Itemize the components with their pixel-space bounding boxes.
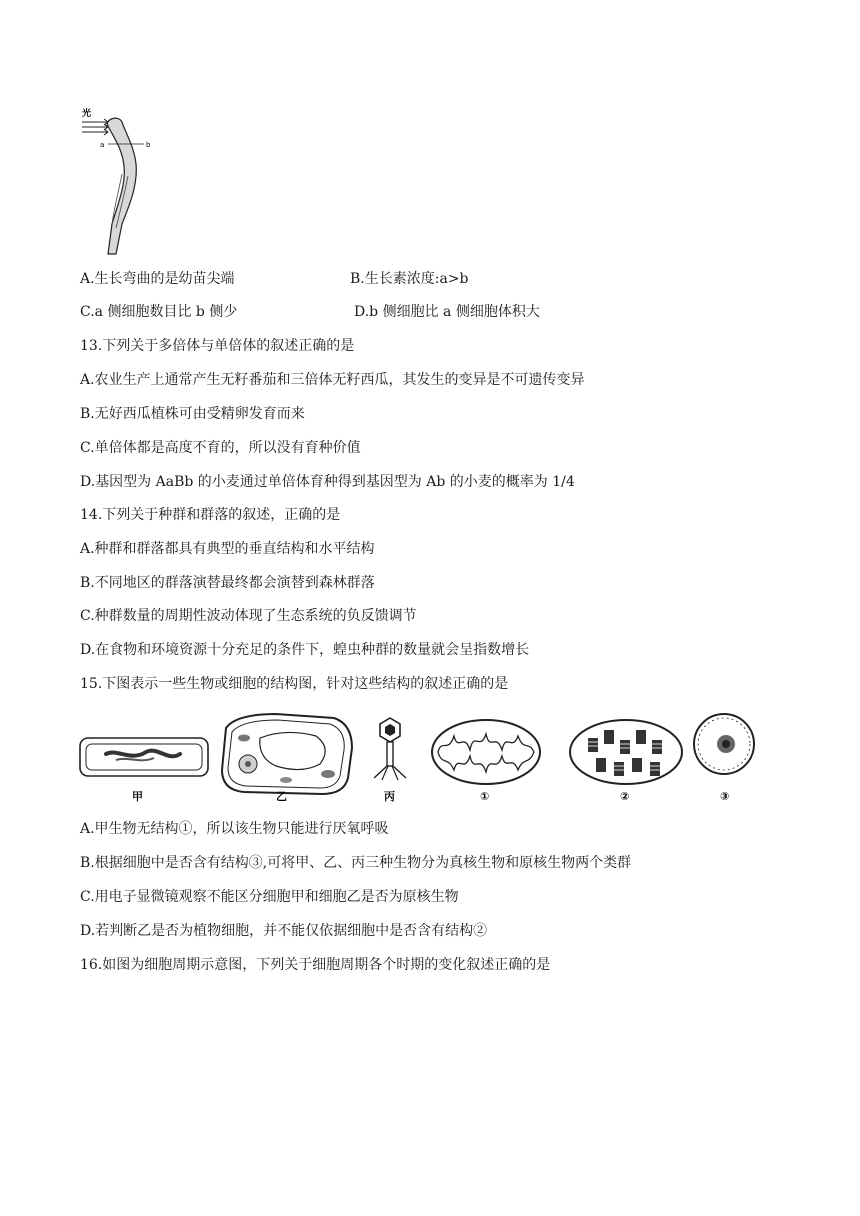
q14-option-a: A.种群和群落都具有典型的垂直结构和水平结构 [80,541,375,557]
label-jia: 甲 [132,790,143,803]
q13-option-b: B.无好西瓜植株可由受精卵发育而来 [80,406,305,422]
coleoptile-shape [107,118,136,254]
label-a: a [100,141,105,149]
structure-2-chloroplast [570,720,682,784]
q16-stem: 16.如图为细胞周期示意图，下列关于细胞周期各个时期的变化叙述正确的是 [80,957,551,973]
q13-stem: 13.下列关于多倍体与单倍体的叙述正确的是 [80,338,355,354]
q14-option-b: B.不同地区的群落演替最终都会演替到森林群落 [80,575,375,591]
q15-stem: 15.下图表示一些生物或细胞的结构图，针对这些结构的叙述正确的是 [80,676,509,692]
label-3: ③ [720,790,730,803]
q12-option-d: D.b 侧细胞比 a 侧细胞体积大 [354,304,540,320]
q13-option-d: D.基因型为 AaBb 的小麦通过单倍体育种得到基因型为 Ab 的小麦的概率为 1/4 [80,474,575,490]
q14-option-d: D.在食物和环境资源十分充足的条件下，蝗虫种群的数量就会呈指数增长 [80,642,530,658]
q13-option-a: A.农业生产上通常产生无籽番茄和三倍体无籽西瓜，其发生的变异是不可遗传变异 [80,372,585,388]
structure-3-nucleus [694,714,754,774]
q15-option-c: C.用电子显微镜观察不能区分细胞甲和细胞乙是否为原核生物 [80,889,459,905]
q12-option-b: B.生长素浓度:a>b [350,271,469,287]
q15-option-b: B.根据细胞中是否含有结构③,可将甲、乙、丙三种生物分为真核生物和原核生物两个类群 [80,855,632,871]
label-yi: 乙 [276,790,287,803]
structure-bing-virus [374,718,406,780]
q12-option-a: A.生长弯曲的是幼苗尖端 [80,271,235,287]
q14-stem: 14.下列关于种群和群落的叙述，正确的是 [80,507,341,523]
label-bing: 丙 [384,790,395,803]
q12-option-c: C.a 侧细胞数目比 b 侧少 [80,304,238,320]
q15-option-d: D.若判断乙是否为植物细胞，并不能仅依据细胞中是否含有结构② [80,923,488,939]
structure-jia-bacterium [80,738,208,776]
light-label: 光 [82,109,92,119]
label-1: ① [480,790,490,803]
seedling-phototropism-figure [78,104,168,256]
label-b: b [146,141,151,149]
q13-option-c: C.单倍体都是高度不育的，所以没有育种价值 [80,440,361,456]
q15-option-a: A.甲生物无结构①，所以该生物只能进行厌氧呼吸 [80,821,389,837]
cell-structures-figure [76,708,766,808]
q14-option-c: C.种群数量的周期性波动体现了生态系统的负反馈调节 [80,608,417,624]
label-2: ② [620,790,630,803]
light-arrows [82,119,108,135]
structure-yi-plant-cell [222,714,352,794]
structure-1-mitochondrion [432,720,540,784]
